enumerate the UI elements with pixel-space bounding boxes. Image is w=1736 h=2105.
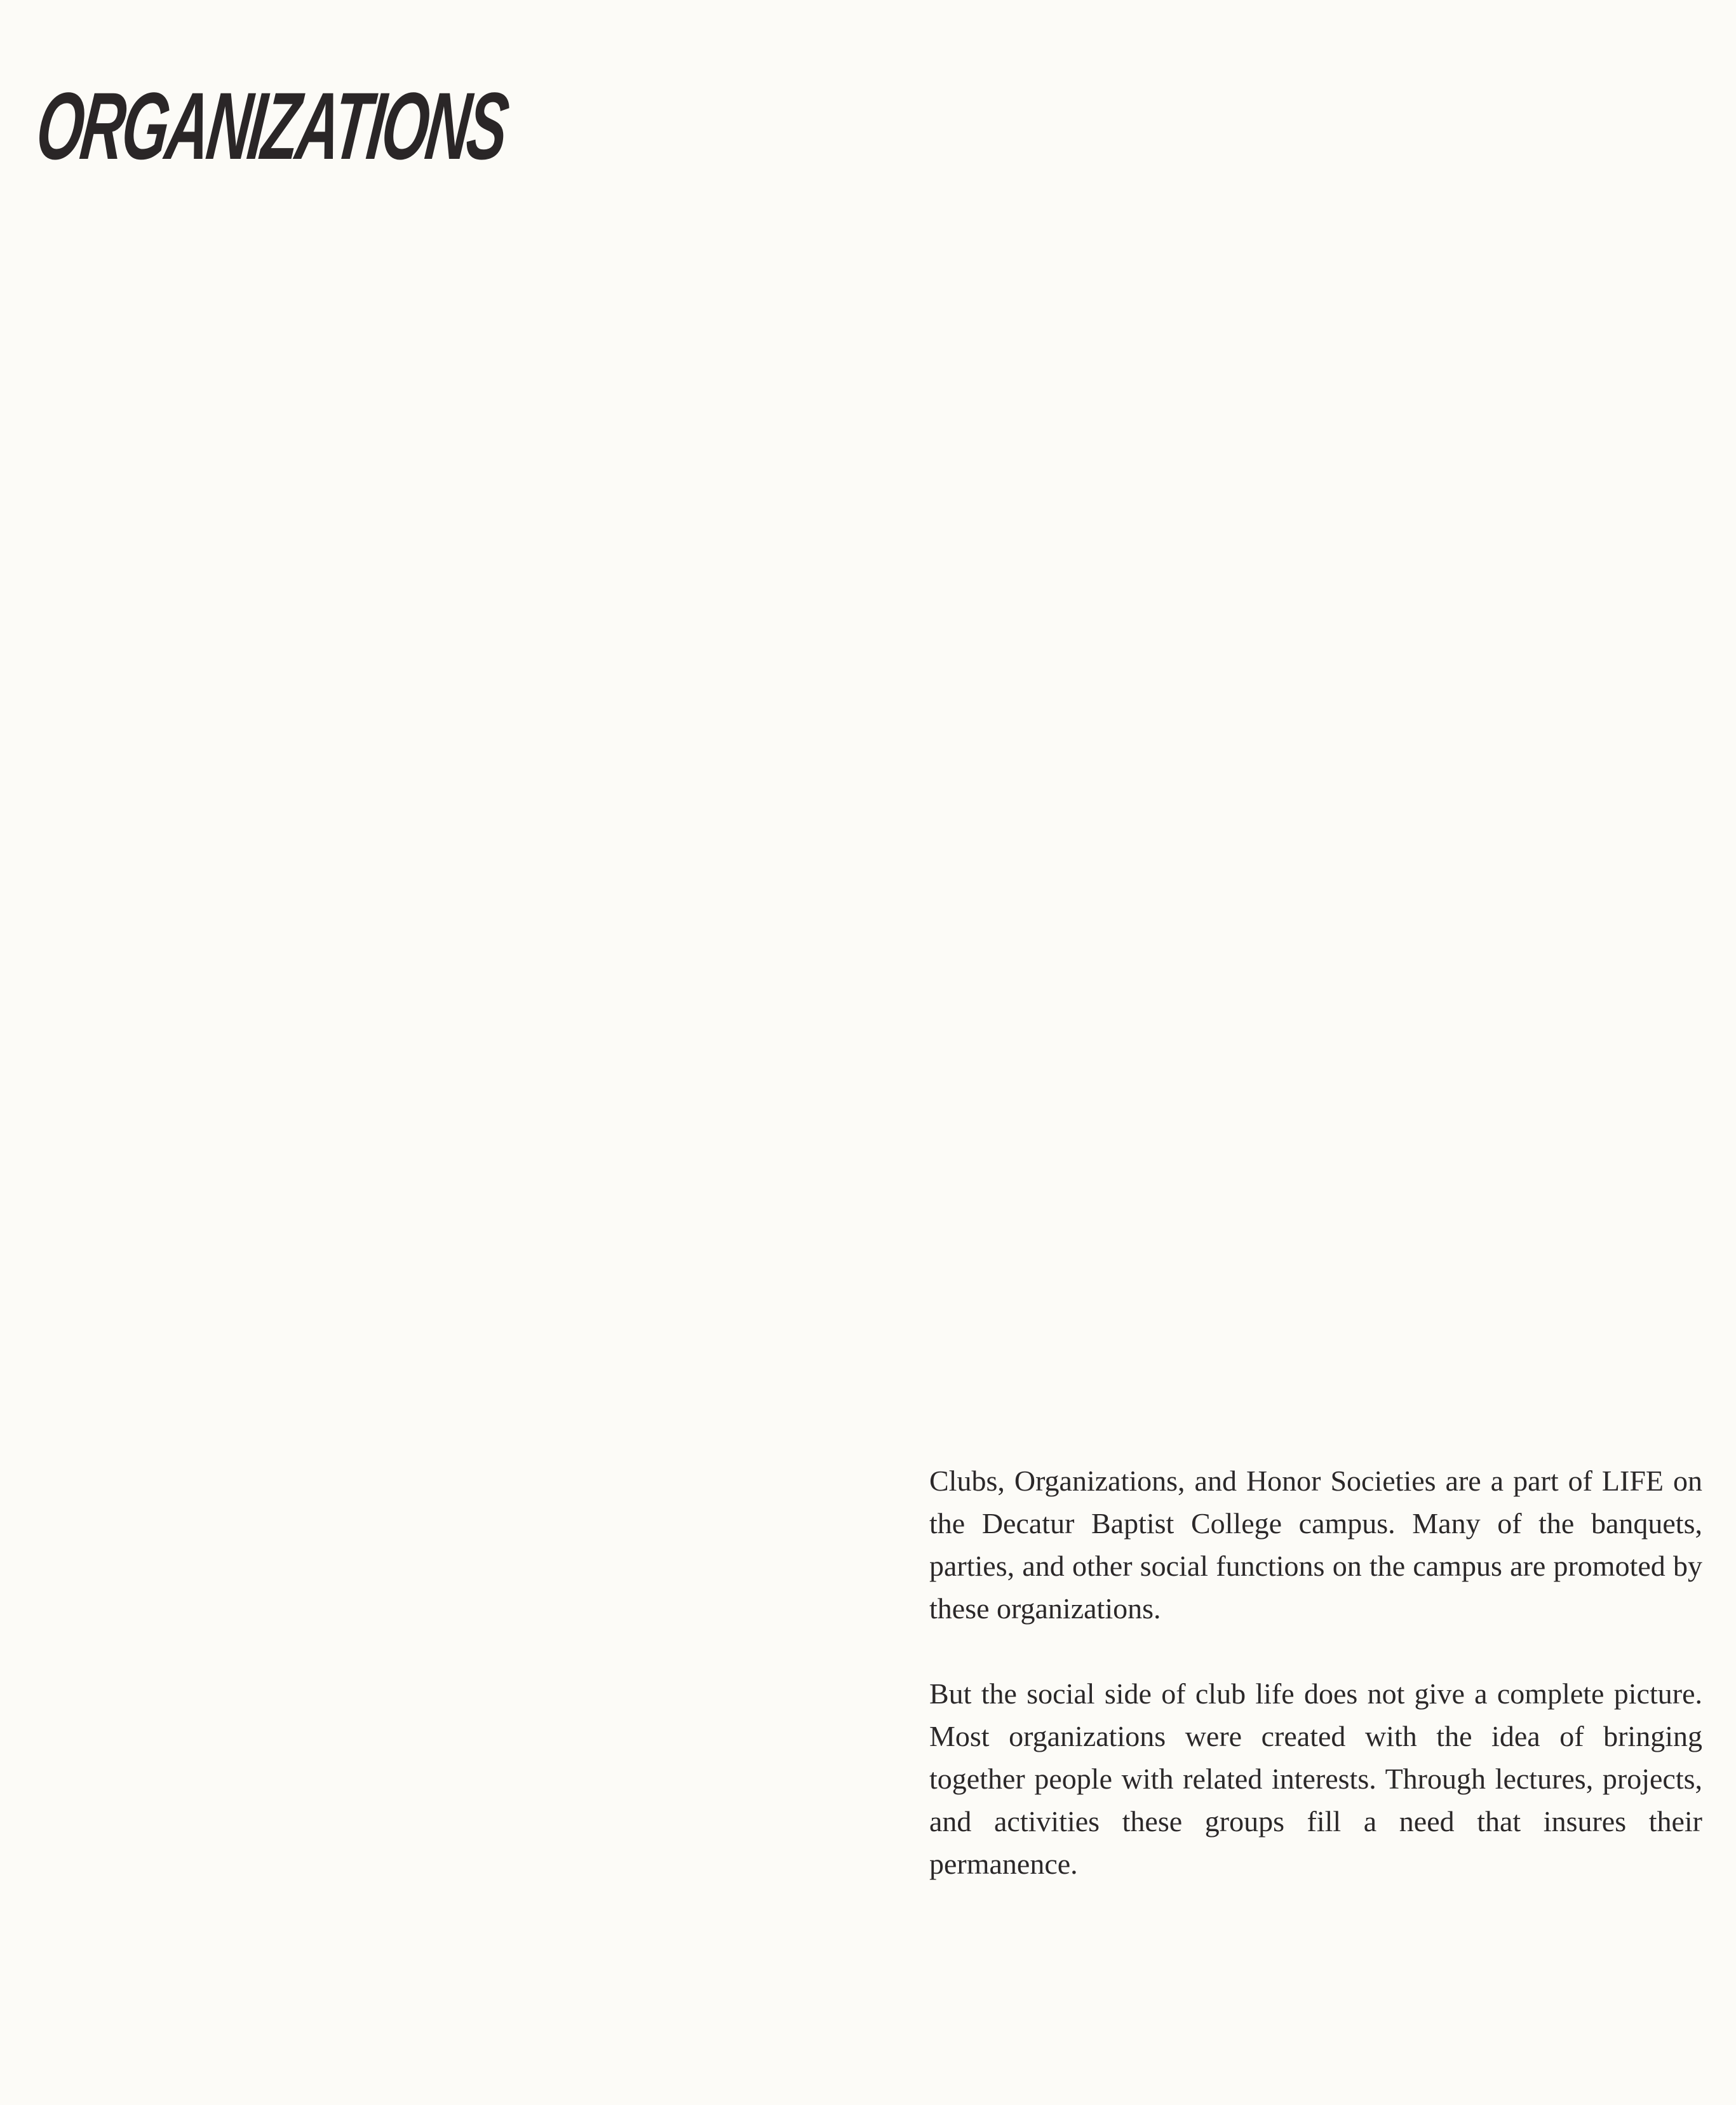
page-title: ORGANIZATIONS [31, 72, 512, 179]
intro-text-block [929, 1459, 1702, 1928]
intro-paragraph-1: Clubs, Organizations, and Honor Societies are a part of LIFE on the Decatur Baptist College campus. Many of the banquets, parties, and other social functions on the campus are promoted by these organizations. [929, 1465, 1702, 1625]
intro-paragraph-2: But the social side of club life does not give a complete picture. Most organizations were created with the idea of bringing together people with related interests. Through lectures, projects, and activities these groups fill a need that insures their permanence. [929, 1677, 1702, 1880]
